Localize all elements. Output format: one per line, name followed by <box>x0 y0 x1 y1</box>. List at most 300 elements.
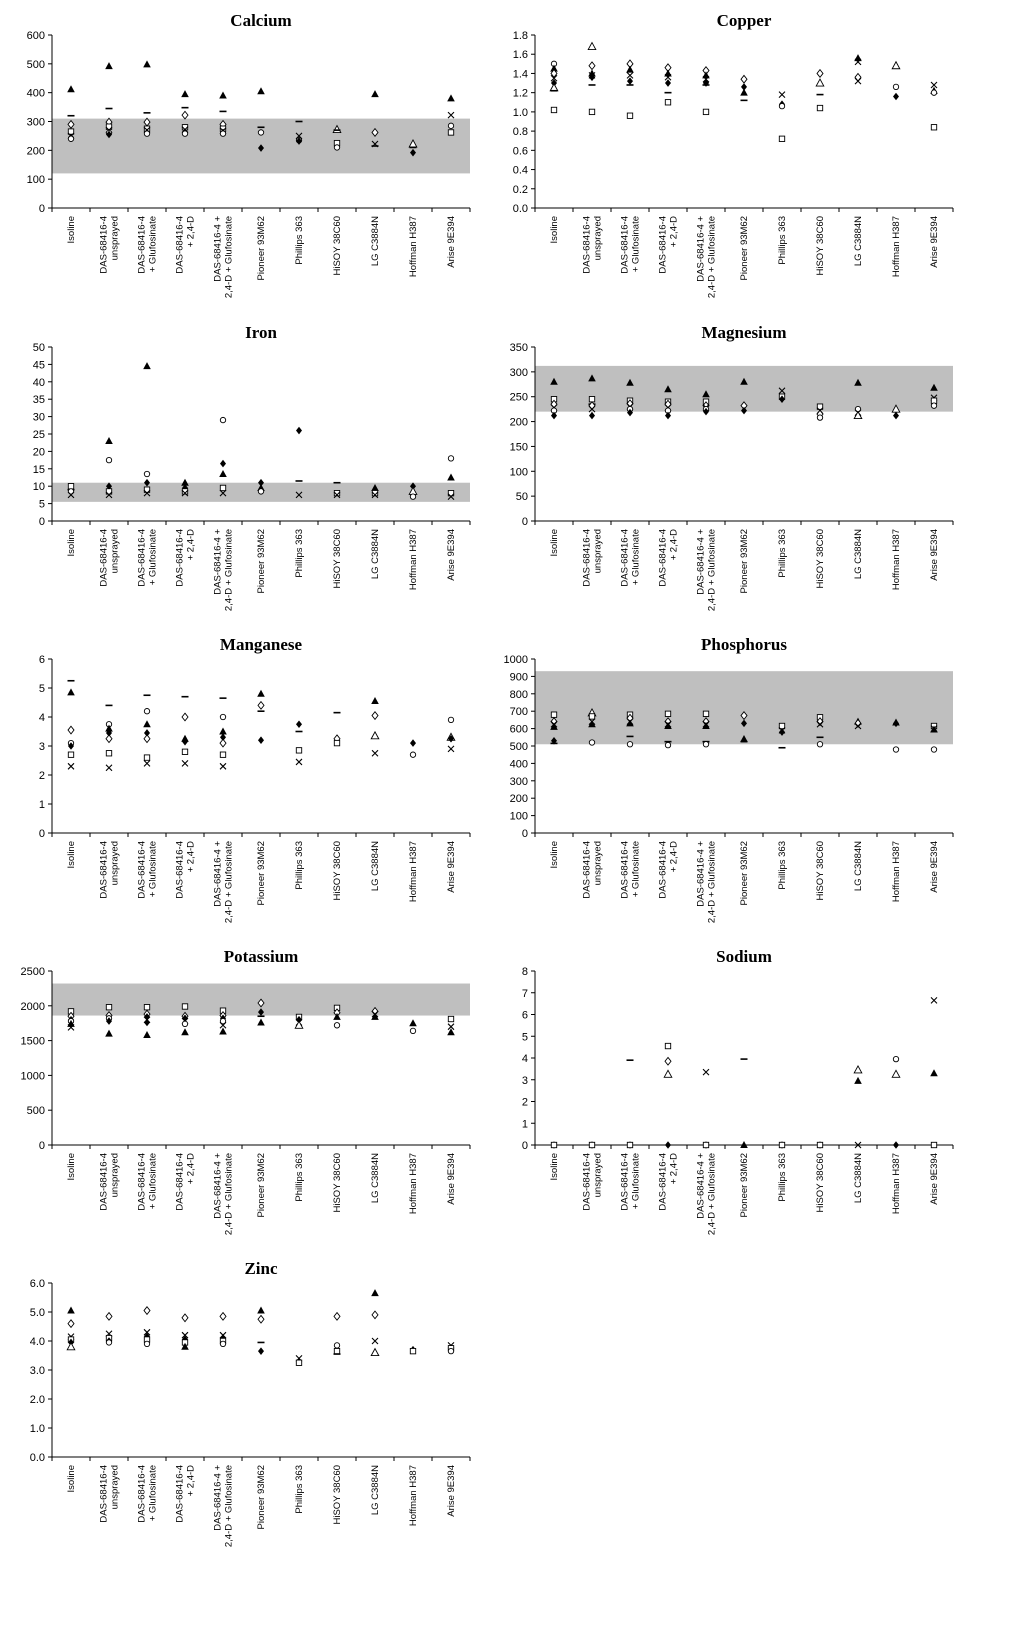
calcium-point-open-circle <box>258 130 263 135</box>
potassium-category-label: DAS-68416-4 <box>136 1153 148 1211</box>
copper-chart-title: Copper <box>716 11 772 30</box>
sodium-y-tick-label: 8 <box>521 966 528 978</box>
calcium-point-filled-triangle <box>181 90 189 97</box>
copper-point-open-triangle <box>550 84 558 91</box>
zinc-category-label: DAS-68416-4 <box>174 1465 186 1523</box>
copper-point-open-diamond <box>741 75 747 83</box>
phosphorus-y-tick-label: 1000 <box>503 654 528 666</box>
manganese-category-label: DAS-68416-4 + <box>212 841 224 907</box>
magnesium-category-label: + 2,4-D <box>668 529 680 561</box>
sodium-category-label: DAS-68416-4 <box>657 1153 669 1211</box>
chart-magnesium <box>510 323 953 611</box>
zinc-point-cross <box>372 1338 378 1344</box>
magnesium-category-label: DAS-68416-4 <box>657 529 669 587</box>
sodium-point-open-diamond <box>665 1057 671 1065</box>
phosphorus-chart-title: Phosphorus <box>701 635 787 654</box>
copper-point-open-circle <box>779 103 784 108</box>
calcium-point-filled-triangle <box>371 90 379 97</box>
iron-point-open-circle <box>258 489 263 494</box>
potassium-chart-title: Potassium <box>223 947 299 966</box>
calcium-point-filled-triangle <box>447 94 455 101</box>
manganese-point-open-square <box>68 752 73 757</box>
sodium-point-open-square <box>931 1142 936 1147</box>
magnesium-point-open-circle <box>931 403 936 408</box>
sodium-category-label: Pioneer 93M62 <box>739 1153 750 1218</box>
calcium-category-label: DAS-68416-4 <box>136 216 148 274</box>
zinc-point-filled-triangle <box>257 1307 265 1314</box>
calcium-point-cross <box>448 112 454 118</box>
iron-category-label: LG C3884N <box>370 529 381 580</box>
manganese-point-cross <box>144 760 150 766</box>
sodium-category-label: 2,4-D + Glufosinate <box>706 1153 718 1236</box>
iron-category-label: + 2,4-D <box>185 529 197 561</box>
manganese-point-open-square <box>296 748 301 753</box>
copper-point-open-circle <box>931 90 936 95</box>
magnesium-y-tick-label: 100 <box>509 466 528 479</box>
phosphorus-point-open-circle <box>627 742 632 747</box>
calcium-point-open-circle <box>220 131 225 136</box>
iron-y-tick-label: 45 <box>32 359 45 372</box>
iron-category-label: + Glufosinate <box>147 529 159 586</box>
sodium-point-open-square <box>551 1142 556 1147</box>
iron-point-open-square <box>220 485 225 490</box>
potassium-category-label: DAS-68416-4 + <box>212 1153 224 1219</box>
zinc-point-open-diamond <box>68 1320 74 1328</box>
calcium-category-label: DAS-68416-4 <box>98 216 110 274</box>
copper-category-label: DAS-68416-4 <box>657 216 669 274</box>
potassium-category-label: 2,4-D + Glufosinate <box>223 1153 235 1236</box>
phosphorus-category-label: DAS-68416-4 <box>581 841 593 899</box>
zinc-category-label: DAS-68416-4 + <box>212 1465 224 1531</box>
potassium-point-open-square <box>182 1004 187 1009</box>
magnesium-category-label: Arise 9E394 <box>929 529 940 581</box>
calcium-y-tick-label: 100 <box>26 174 45 187</box>
sodium-point-open-square <box>589 1142 594 1147</box>
copper-category-label: unsprayed <box>592 216 604 261</box>
zinc-category-label: + 2,4-D <box>185 1465 197 1497</box>
manganese-category-label: Phillips 363 <box>294 841 305 890</box>
magnesium-point-open-square <box>589 397 594 402</box>
iron-point-filled-diamond <box>296 427 302 435</box>
copper-category-label: DAS-68416-4 + <box>695 216 707 282</box>
sodium-point-filled-triangle <box>854 1077 862 1084</box>
zinc-point-open-square <box>296 1360 301 1365</box>
potassium-point-filled-triangle <box>257 1019 265 1026</box>
magnesium-category-label: Isoline <box>549 529 560 557</box>
potassium-y-tick-label: 1500 <box>20 1035 45 1048</box>
manganese-category-label: + 2,4-D <box>185 841 197 873</box>
zinc-y-tick-label: 4.0 <box>29 1336 45 1348</box>
sodium-point-cross <box>703 1069 709 1075</box>
zinc-category-label: Arise 9E394 <box>446 1465 457 1517</box>
zinc-category-label: Phillips 363 <box>294 1465 305 1514</box>
copper-point-open-diamond <box>817 70 823 78</box>
zinc-point-open-triangle <box>67 1343 75 1350</box>
zinc-point-open-circle <box>144 1341 149 1346</box>
magnesium-category-label: HiSOY 38C60 <box>815 529 826 589</box>
potassium-point-filled-triangle <box>143 1031 151 1038</box>
phosphorus-y-tick-label: 400 <box>509 758 528 771</box>
zinc-point-filled-triangle <box>371 1289 379 1296</box>
manganese-y-tick-label: 6 <box>38 654 45 666</box>
phosphorus-reference-band <box>535 671 953 744</box>
manganese-point-open-square <box>182 749 187 754</box>
zinc-category-label: DAS-68416-4 <box>98 1465 110 1523</box>
sodium-point-open-square <box>817 1142 822 1147</box>
phosphorus-point-open-circle <box>817 742 822 747</box>
sodium-point-filled-diamond <box>893 1141 899 1149</box>
copper-category-label: 2,4-D + Glufosinate <box>706 216 718 299</box>
manganese-point-filled-diamond <box>296 720 302 728</box>
copper-point-open-diamond <box>589 62 595 70</box>
manganese-point-open-circle <box>144 709 149 714</box>
calcium-category-label: + 2,4-D <box>185 216 197 248</box>
phosphorus-y-tick-label: 100 <box>509 810 528 823</box>
iron-point-filled-triangle <box>219 470 227 477</box>
manganese-point-open-diamond <box>106 735 112 743</box>
manganese-y-tick-label: 0 <box>38 828 45 840</box>
copper-category-label: Hoffman H387 <box>891 216 902 278</box>
manganese-point-cross <box>448 746 454 752</box>
magnesium-category-label: Pioneer 93M62 <box>739 529 750 594</box>
sodium-y-tick-label: 6 <box>521 1009 528 1022</box>
iron-category-label: Hoffman H387 <box>408 529 419 591</box>
phosphorus-point-open-circle <box>589 740 594 745</box>
zinc-point-filled-diamond <box>258 1347 264 1355</box>
iron-category-label: DAS-68416-4 <box>174 529 186 587</box>
potassium-category-label: Phillips 363 <box>294 1153 305 1202</box>
iron-point-open-circle <box>144 471 149 476</box>
potassium-y-tick-label: 500 <box>26 1105 45 1118</box>
manganese-point-open-square <box>220 752 225 757</box>
manganese-point-open-circle <box>220 714 225 719</box>
manganese-category-label: Arise 9E394 <box>446 841 457 893</box>
manganese-point-open-square <box>144 755 149 760</box>
zinc-y-tick-label: 1.0 <box>29 1423 45 1435</box>
sodium-category-label: DAS-68416-4 + <box>695 1153 707 1219</box>
iron-category-label: Arise 9E394 <box>446 529 457 581</box>
potassium-category-label: Arise 9E394 <box>446 1153 457 1205</box>
manganese-y-tick-label: 1 <box>38 799 45 811</box>
zinc-y-tick-label: 2.0 <box>29 1394 45 1406</box>
sodium-y-tick-label: 2 <box>521 1096 528 1109</box>
copper-y-tick-label: 0.8 <box>512 126 528 139</box>
magnesium-y-tick-label: 200 <box>509 416 528 429</box>
calcium-chart-title: Calcium <box>230 11 292 30</box>
calcium-category-label: DAS-68416-4 + <box>212 216 224 282</box>
zinc-category-label: Isoline <box>66 1465 77 1493</box>
iron-y-tick-label: 40 <box>32 376 45 389</box>
iron-y-tick-label: 15 <box>32 463 45 476</box>
copper-point-open-square <box>551 107 556 112</box>
sodium-point-open-circle <box>893 1056 898 1061</box>
iron-category-label: Phillips 363 <box>294 529 305 578</box>
copper-point-open-square <box>779 136 784 141</box>
calcium-category-label: HiSOY 38C60 <box>332 216 343 276</box>
sodium-category-label: Phillips 363 <box>777 1153 788 1202</box>
manganese-y-tick-label: 3 <box>38 741 45 753</box>
phosphorus-category-label: + 2,4-D <box>668 841 680 873</box>
potassium-point-open-circle <box>182 1021 187 1026</box>
copper-category-label: + Glufosinate <box>630 216 642 273</box>
sodium-point-open-square <box>703 1142 708 1147</box>
phosphorus-point-open-square <box>551 712 556 717</box>
zinc-category-label: 2,4-D + Glufosinate <box>223 1465 235 1548</box>
phosphorus-category-label: Hoffman H387 <box>891 841 902 903</box>
zinc-point-open-diamond <box>334 1313 340 1321</box>
sodium-y-tick-label: 1 <box>521 1118 528 1131</box>
copper-y-tick-label: 1.6 <box>512 49 528 62</box>
magnesium-category-label: LG C3884N <box>853 529 864 580</box>
manganese-point-filled-diamond <box>448 735 454 743</box>
manganese-point-open-circle <box>410 752 415 757</box>
phosphorus-category-label: + Glufosinate <box>630 841 642 898</box>
calcium-y-tick-label: 500 <box>26 58 45 71</box>
copper-category-label: + 2,4-D <box>668 216 680 248</box>
zinc-point-open-square <box>334 1348 339 1353</box>
zinc-point-open-diamond <box>258 1315 264 1323</box>
manganese-point-filled-triangle <box>257 690 265 697</box>
phosphorus-point-open-circle <box>893 747 898 752</box>
sodium-point-open-square <box>665 1043 670 1048</box>
copper-point-open-square <box>627 113 632 118</box>
magnesium-point-filled-diamond <box>589 412 595 420</box>
phosphorus-category-label: Arise 9E394 <box>929 841 940 893</box>
iron-y-tick-label: 25 <box>32 429 45 441</box>
phosphorus-y-tick-label: 500 <box>509 741 528 753</box>
sodium-y-tick-label: 7 <box>521 987 528 1000</box>
iron-category-label: DAS-68416-4 <box>98 529 110 587</box>
manganese-point-open-circle <box>448 717 453 722</box>
phosphorus-point-open-circle <box>931 747 936 752</box>
zinc-category-label: unsprayed <box>109 1465 121 1510</box>
phosphorus-point-open-circle <box>665 742 670 747</box>
manganese-point-open-diamond <box>182 713 188 721</box>
zinc-point-open-circle <box>334 1343 339 1348</box>
chart-sodium <box>522 947 953 1235</box>
copper-point-filled-diamond <box>627 77 633 85</box>
phosphorus-category-label: HiSOY 38C60 <box>815 841 826 901</box>
potassium-point-open-circle <box>334 1023 339 1028</box>
calcium-point-filled-triangle <box>67 85 75 92</box>
calcium-point-open-circle <box>334 145 339 150</box>
zinc-point-filled-triangle <box>67 1307 75 1314</box>
sodium-point-open-triangle <box>664 1070 672 1077</box>
phosphorus-y-tick-label: 200 <box>509 793 528 806</box>
manganese-y-tick-label: 4 <box>38 712 45 724</box>
potassium-category-label: HiSOY 38C60 <box>332 1153 343 1213</box>
chart-potassium <box>21 947 470 1235</box>
phosphorus-category-label: DAS-68416-4 + <box>695 841 707 907</box>
iron-category-label: Isoline <box>66 529 77 557</box>
manganese-category-label: DAS-68416-4 <box>174 841 186 899</box>
copper-category-label: Arise 9E394 <box>929 216 940 268</box>
magnesium-y-tick-label: 250 <box>509 391 528 404</box>
copper-y-tick-label: 1.4 <box>512 68 528 81</box>
sodium-y-tick-label: 0 <box>521 1140 528 1152</box>
manganese-point-filled-triangle <box>219 728 227 735</box>
manganese-point-open-diamond <box>68 726 74 734</box>
manganese-point-cross <box>220 763 226 769</box>
copper-category-label: LG C3884N <box>853 216 864 267</box>
calcium-point-open-circle <box>144 131 149 136</box>
magnesium-y-tick-label: 50 <box>515 491 528 504</box>
potassium-point-open-circle <box>410 1028 415 1033</box>
calcium-point-open-circle <box>182 131 187 136</box>
sodium-category-label: Arise 9E394 <box>929 1153 940 1205</box>
copper-y-tick-label: 1.0 <box>512 106 528 119</box>
manganese-point-open-diamond <box>372 712 378 720</box>
zinc-y-tick-label: 5.0 <box>29 1307 45 1319</box>
copper-point-cross <box>779 92 785 98</box>
iron-point-open-circle <box>220 417 225 422</box>
copper-category-label: Pioneer 93M62 <box>739 216 750 281</box>
phosphorus-category-label: Phillips 363 <box>777 841 788 890</box>
sodium-point-open-triangle <box>892 1070 900 1077</box>
manganese-category-label: 2,4-D + Glufosinate <box>223 841 235 924</box>
copper-point-open-square <box>665 100 670 105</box>
copper-point-open-square <box>817 105 822 110</box>
phosphorus-point-open-circle <box>703 742 708 747</box>
potassium-point-filled-triangle <box>181 1028 189 1035</box>
iron-category-label: Pioneer 93M62 <box>256 529 267 594</box>
phosphorus-category-label: Isoline <box>549 841 560 869</box>
copper-point-open-diamond <box>855 73 861 81</box>
iron-point-open-square <box>68 484 73 489</box>
phosphorus-y-tick-label: 700 <box>509 706 528 719</box>
manganese-category-label: Pioneer 93M62 <box>256 841 267 906</box>
zinc-point-open-diamond <box>220 1313 226 1321</box>
copper-point-open-triangle <box>816 79 824 86</box>
sodium-category-label: Hoffman H387 <box>891 1153 902 1215</box>
copper-y-tick-label: 0.6 <box>512 145 528 158</box>
iron-chart-title: Iron <box>245 323 277 342</box>
iron-category-label: HiSOY 38C60 <box>332 529 343 589</box>
manganese-chart-title: Manganese <box>219 635 303 654</box>
phosphorus-point-open-square <box>703 711 708 716</box>
copper-point-open-triangle <box>892 62 900 69</box>
potassium-category-label: + 2,4-D <box>185 1153 197 1185</box>
copper-point-filled-triangle <box>626 66 634 73</box>
copper-category-label: Isoline <box>549 216 560 244</box>
manganese-category-label: unsprayed <box>109 841 121 886</box>
calcium-category-label: 2,4-D + Glufosinate <box>223 216 235 299</box>
iron-point-filled-triangle <box>447 474 455 481</box>
potassium-y-tick-label: 2000 <box>20 1000 45 1013</box>
copper-point-filled-triangle <box>740 89 748 96</box>
phosphorus-y-tick-label: 0 <box>521 828 528 840</box>
iron-y-tick-label: 0 <box>38 516 45 528</box>
zinc-category-label: LG C3884N <box>370 1465 381 1516</box>
magnesium-y-tick-label: 350 <box>509 342 528 354</box>
calcium-category-label: Arise 9E394 <box>446 216 457 268</box>
manganese-point-open-diamond <box>220 739 226 747</box>
calcium-category-label: DAS-68416-4 <box>174 216 186 274</box>
potassium-y-tick-label: 1000 <box>20 1070 45 1083</box>
manganese-point-cross <box>68 763 74 769</box>
potassium-point-open-square <box>448 1016 453 1021</box>
copper-point-filled-diamond <box>893 93 899 101</box>
potassium-category-label: unsprayed <box>109 1153 121 1198</box>
phosphorus-category-label: DAS-68416-4 <box>619 841 631 899</box>
calcium-category-label: Phillips 363 <box>294 216 305 265</box>
manganese-point-filled-triangle <box>67 688 75 695</box>
chart-copper <box>513 11 953 298</box>
calcium-category-label: LG C3884N <box>370 216 381 267</box>
zinc-point-open-square <box>410 1348 415 1353</box>
potassium-category-label: DAS-68416-4 <box>174 1153 186 1211</box>
potassium-point-open-square <box>106 1004 111 1009</box>
copper-y-tick-label: 1.8 <box>512 30 528 42</box>
sodium-point-cross <box>931 997 937 1003</box>
sodium-category-label: DAS-68416-4 <box>581 1153 593 1211</box>
magnesium-category-label: + Glufosinate <box>630 529 642 586</box>
manganese-point-open-square <box>334 740 339 745</box>
manganese-category-label: Isoline <box>66 841 77 869</box>
calcium-category-label: + Glufosinate <box>147 216 159 273</box>
zinc-category-label: Hoffman H387 <box>408 1465 419 1527</box>
calcium-point-open-diamond <box>182 111 188 119</box>
zinc-point-open-circle <box>106 1340 111 1345</box>
copper-y-tick-label: 0.0 <box>512 203 528 215</box>
manganese-point-filled-triangle <box>371 697 379 704</box>
calcium-y-tick-label: 200 <box>26 145 45 158</box>
sodium-point-filled-triangle <box>930 1069 938 1076</box>
potassium-point-open-square <box>144 1004 149 1009</box>
phosphorus-category-label: LG C3884N <box>853 841 864 892</box>
potassium-category-label: Pioneer 93M62 <box>256 1153 267 1218</box>
sodium-category-label: Isoline <box>549 1153 560 1181</box>
calcium-point-open-circle <box>68 136 73 141</box>
phosphorus-point-open-square <box>589 714 594 719</box>
calcium-point-open-square <box>448 130 453 135</box>
zinc-point-open-diamond <box>106 1313 112 1321</box>
potassium-y-tick-label: 0 <box>38 1140 45 1152</box>
manganese-point-filled-diamond <box>258 736 264 744</box>
zinc-point-open-circle <box>448 1348 453 1353</box>
phosphorus-y-tick-label: 300 <box>509 775 528 788</box>
iron-y-tick-label: 10 <box>32 481 45 494</box>
zinc-y-tick-label: 3.0 <box>29 1365 45 1377</box>
calcium-point-filled-triangle <box>143 60 151 67</box>
copper-point-filled-diamond <box>665 79 671 87</box>
phosphorus-y-tick-label: 900 <box>509 671 528 684</box>
manganese-point-filled-diamond <box>410 739 416 747</box>
copper-category-label: Phillips 363 <box>777 216 788 265</box>
iron-point-filled-diamond <box>220 460 226 468</box>
magnesium-category-label: Hoffman H387 <box>891 529 902 591</box>
magnesium-y-tick-label: 300 <box>509 366 528 379</box>
manganese-point-open-square <box>106 751 111 756</box>
sodium-point-open-square <box>627 1142 632 1147</box>
magnesium-point-open-circle <box>817 415 822 420</box>
iron-y-tick-label: 5 <box>38 498 45 511</box>
chart-iron <box>33 323 470 611</box>
calcium-point-filled-triangle <box>105 62 113 69</box>
copper-point-open-triangle <box>588 43 596 50</box>
manganese-category-label: DAS-68416-4 <box>98 841 110 899</box>
magnesium-y-tick-label: 150 <box>509 441 528 454</box>
zinc-point-open-diamond <box>144 1307 150 1315</box>
calcium-category-label: unsprayed <box>109 216 121 261</box>
zinc-point-open-diamond <box>182 1314 188 1322</box>
magnesium-category-label: DAS-68416-4 + <box>695 529 707 595</box>
copper-category-label: DAS-68416-4 <box>581 216 593 274</box>
manganese-category-label: DAS-68416-4 <box>136 841 148 899</box>
phosphorus-category-label: 2,4-D + Glufosinate <box>706 841 718 924</box>
calcium-point-filled-triangle <box>219 92 227 99</box>
zinc-category-label: + Glufosinate <box>147 1465 159 1522</box>
